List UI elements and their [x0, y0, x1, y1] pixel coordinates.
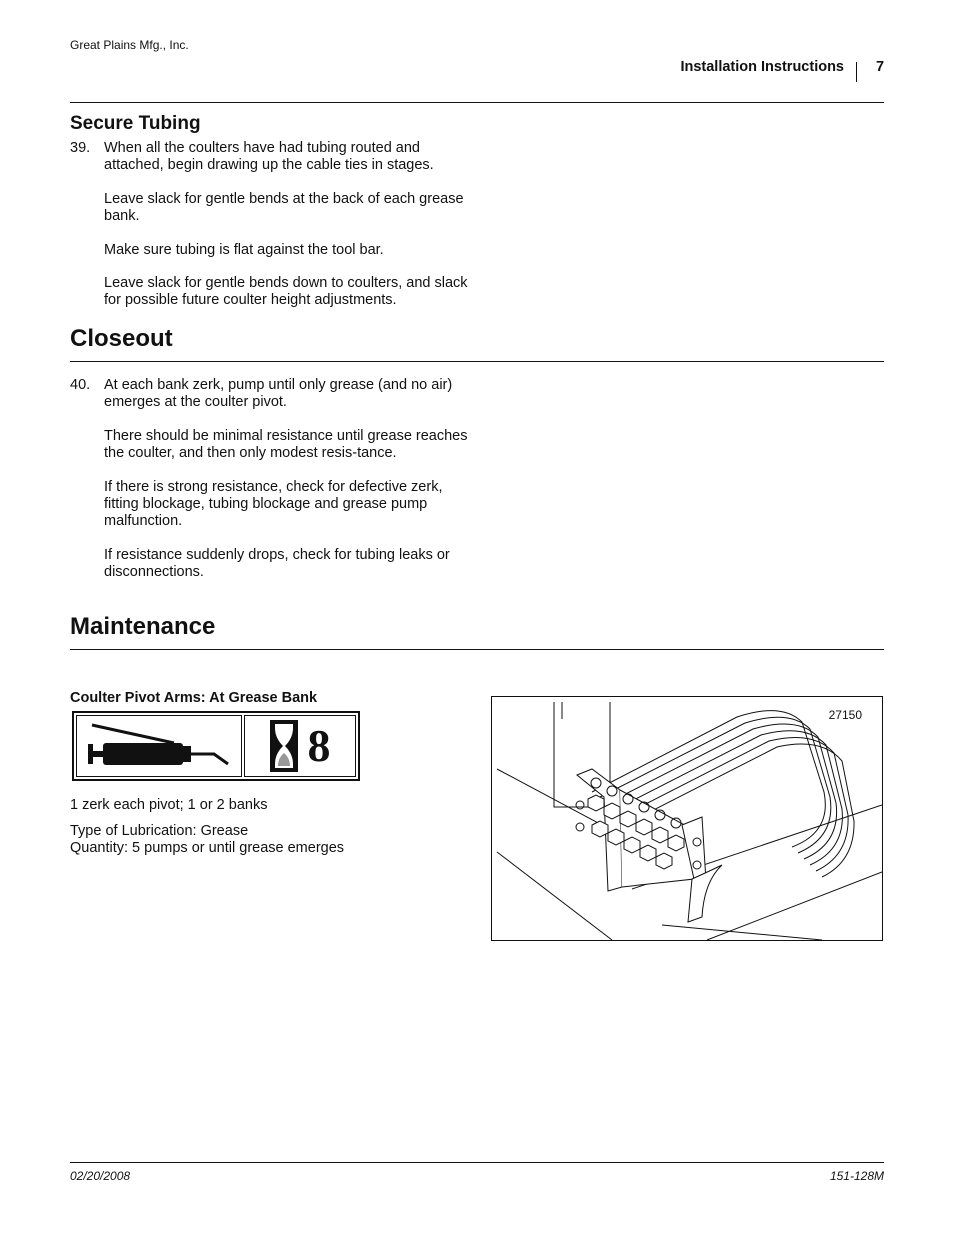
page-number: 7: [876, 59, 885, 75]
step-number: 39.: [70, 140, 91, 156]
interval-cell: [244, 715, 356, 777]
lubrication-quantity: Quantity: 5 pumps or until grease emerges: [70, 840, 345, 856]
step-paragraph: There should be minimal resistance until grease reaches the coulter, and then only modest resis-tance.: [104, 427, 468, 462]
maintenance-heading: Maintenance: [70, 613, 216, 640]
grease-bank-figure: [491, 696, 883, 941]
step-paragraph: Leave slack for gentle bends down to coulters, and slack for possible future coulter height adjustments.: [104, 275, 468, 309]
footer-date: 02/20/2008: [70, 1169, 131, 1183]
grease-bank-illustration: [492, 697, 882, 940]
step-39: [70, 140, 470, 326]
secure-tubing-heading: Secure Tubing: [70, 113, 201, 134]
header-rule: [70, 102, 884, 103]
hourglass-icon: [270, 720, 298, 772]
grease-gun-cell: [76, 715, 242, 777]
running-header: Installation Instructions: [680, 59, 844, 75]
header-separator: [856, 62, 857, 82]
figure-number: 27150: [828, 708, 862, 722]
maintenance-subheading: Coulter Pivot Arms: At Grease Bank: [70, 690, 318, 706]
lubrication-symbol: [72, 711, 360, 781]
company-name: Great Plains Mfg., Inc.: [70, 38, 189, 52]
maintenance-rule: [70, 649, 884, 650]
zerk-note: 1 zerk each pivot; 1 or 2 banks: [70, 797, 268, 813]
closeout-rule: [70, 361, 884, 362]
step-paragraph: At each bank zerk, pump until only grease (and no air) emerges at the coulter pivot.: [104, 377, 453, 411]
step-paragraph: If resistance suddenly drops, check for tubing leaks or disconnections.: [104, 546, 450, 581]
step-paragraph: When all the coulters have had tubing routed and attached, begin drawing up the cable ties in stages.: [104, 140, 434, 174]
step-number: 40.: [70, 377, 91, 393]
step-paragraph: Make sure tubing is flat against the tool bar.: [104, 241, 384, 258]
step-paragraph: If there is strong resistance, check for defective zerk, fitting blockage, tubing blockage and grease pump malfunction.: [104, 478, 443, 530]
step-40: [70, 377, 470, 598]
interval-hours: 8: [307, 720, 331, 771]
footer-rule: [70, 1162, 884, 1163]
step-paragraph: Leave slack for gentle bends at the back of each grease bank.: [104, 190, 464, 225]
closeout-heading: Closeout: [70, 325, 173, 352]
footer-doc-number: 151-128M: [829, 1169, 884, 1183]
lubrication-type: Type of Lubrication: Grease: [70, 823, 249, 839]
grease-gun-icon: [84, 717, 234, 775]
